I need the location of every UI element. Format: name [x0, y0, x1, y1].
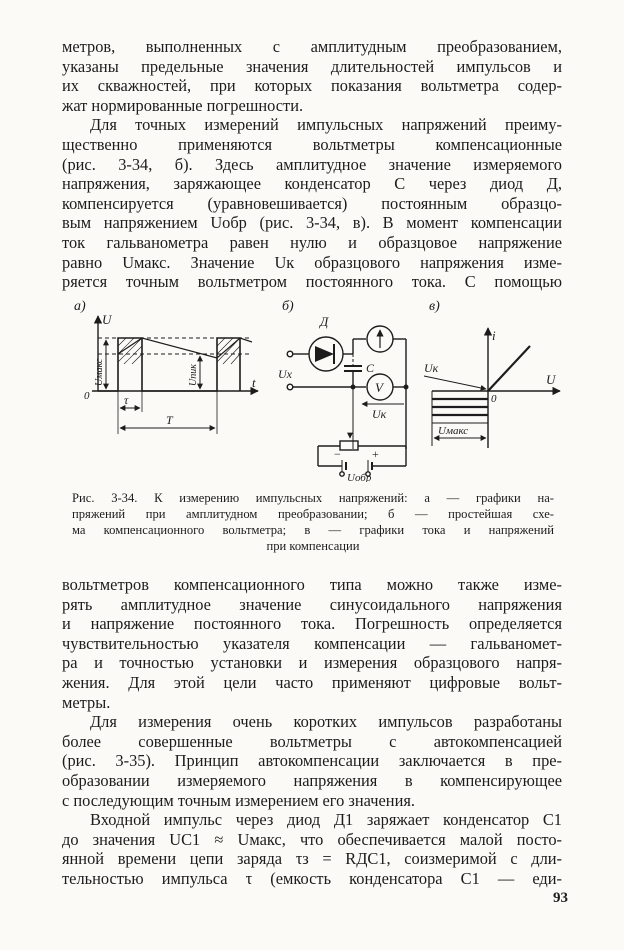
text-line: ток гальванометра равен нулю и образцовое напряжение [62, 232, 562, 252]
text-block-top [62, 37, 562, 292]
uk-label: Uк [372, 407, 387, 421]
text-line: (рис. 3-34, б). Здесь амплитудное значение измеряемого [62, 154, 562, 174]
text-block-bottom [62, 575, 562, 889]
input-terminal-top [287, 351, 293, 357]
tau-label: τ [124, 393, 129, 407]
figure-caption [72, 490, 554, 554]
text-line: Для измерения очень коротких импульсов разработаны [90, 712, 562, 732]
text-line: жат нормированные погрешности. [62, 95, 304, 115]
text-line: их скважностей, при которых показания вольтметра содер- [62, 76, 562, 96]
panel-b [278, 299, 408, 482]
axis-i-label: i [492, 328, 496, 343]
umax-label: Uмакс [94, 358, 105, 386]
reference-potentiometer [340, 441, 358, 450]
text-line: щественно применяются вольтметры компенсационные [62, 134, 562, 154]
caption-line: пряжений при амплитудном преобразовании; б — простейшая схе- [72, 507, 554, 521]
origin-label: 0 [84, 390, 90, 402]
uk-pointer [424, 376, 486, 389]
text-line: и напряжение постоянного тока. Погрешность определяется [62, 614, 562, 634]
origin-label: 0 [491, 393, 497, 405]
input-terminal-bottom [287, 384, 293, 390]
period-label: T [166, 413, 173, 427]
text-line: с последующим точным измерением его значения. [62, 790, 415, 810]
source-plus: + [372, 447, 379, 461]
axis-y-label: U [102, 312, 112, 327]
text-line: образовании измеряемого напряжения в компенсирующее [62, 770, 562, 790]
axis-u-label: U [546, 372, 556, 387]
caption-line: ма компенсационного вольтметра; в — графики тока и напряжений [72, 523, 554, 537]
figure-drawing [72, 296, 562, 482]
text-line: равно Uмакс. Значение Uк образцового напряжения изме- [62, 252, 562, 272]
upik-label: Uпик [188, 364, 199, 386]
caption-line: при компенсации [266, 539, 360, 553]
text-line: жения. Для этой цели часто применяют цифровые вольт- [62, 672, 562, 692]
text-line: чувствительностью указателя компенсации — гальваномет- [62, 633, 562, 653]
text-line: ра и точностью установки и измерения образцового напря- [62, 653, 562, 673]
text-line: вольтметров компенсационного типа можно также изме- [62, 575, 562, 594]
panel-a [74, 299, 258, 434]
input-label: Ux [278, 367, 292, 381]
panel-c-label: в) [429, 299, 440, 314]
text-line: тельностью импульса τ (емкость конденсатора С1 — еди- [62, 868, 562, 888]
panel-c [424, 299, 560, 448]
current-curve [488, 346, 530, 391]
text-line: указаны предельные значения длительностей импульсов и [62, 56, 562, 76]
source-minus: − [334, 447, 341, 461]
caption-line: Рис. 3-34. К измерению импульсных напряжений: а — графики на- [72, 491, 554, 505]
voltmeter-label: V [375, 380, 383, 395]
capacitor-label: C [366, 361, 375, 375]
text-line: (рис. 3-35). Принцип автокомпенсации заключается в пре- [62, 751, 562, 771]
panel-b-label: б) [282, 299, 294, 314]
text-line: янной времени цепи заряда τз = RДC1, соизмеримой с дли- [62, 849, 562, 869]
figure-3-34 [72, 296, 562, 482]
text-line: метры. [62, 692, 111, 712]
diode-label: Д [320, 314, 329, 329]
text-line: Входной импульс через диод Д1 заряжает конденсатор С1 [90, 810, 562, 830]
panel-a-label: а) [74, 299, 86, 314]
text-line: вым напряжением Uобр (рис. 3-34, в). В момент компенсации [62, 213, 562, 233]
text-line: компенсируется (уравновешивается) постоянным образцо- [62, 193, 562, 213]
text-line: рять амплитудное значение синусоидального напряжения [62, 594, 562, 614]
umax-label: Uмакс [438, 425, 469, 437]
pulse-train [98, 338, 240, 391]
text-line: Для точных измерений импульсных напряжений преиму- [90, 115, 562, 135]
text-line: ряется точным вольтметром постоянного тока. С помощью [62, 272, 562, 292]
axis-x-label: t [252, 375, 256, 390]
page-number: 93 [553, 890, 568, 906]
uobr-label: Uобр [347, 472, 372, 482]
text-line: до значения UC1 ≈ Uмакс, что обеспечивается малой посто- [62, 829, 562, 849]
uk-label: Uк [424, 361, 439, 375]
text-line: более совершенные вольтметры с автокомпенсацией [62, 731, 562, 751]
text-line: метров, выполненных с амплитудным преобразованием, [62, 37, 562, 56]
text-line: напряжения, заряжающее конденсатор С через диод Д, [62, 174, 562, 194]
